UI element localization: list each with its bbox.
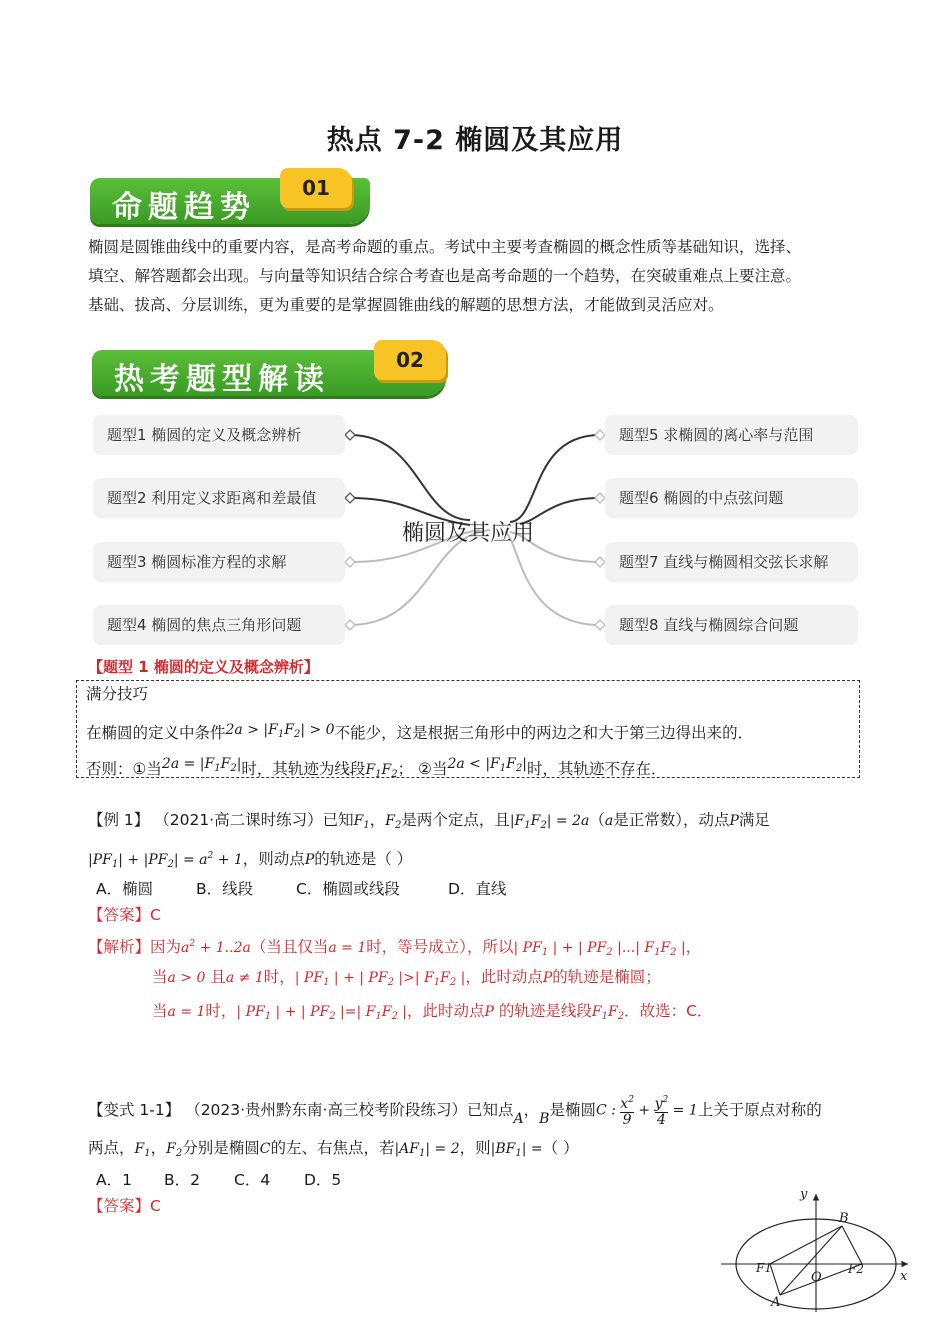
text: 时，	[263, 968, 295, 986]
formula: a = 1	[328, 940, 367, 956]
mindmap-item-type5[interactable]: 题型5 求椭圆的离心率与范围	[605, 415, 858, 455]
mindmap-center: 椭圆及其应用	[402, 521, 535, 546]
mindmap-item-type6[interactable]: 题型6 椭圆的中点弦问题	[605, 478, 858, 518]
option-c[interactable]: C．椭圆或线段	[296, 880, 400, 898]
example-1-analysis-line-1: 【解析】因为$a^2 + 1..2a$（当且仅当a = 1时，等号成立），所以| $PF_1$ | + | $PF_2$ |...| $F_1F_2$ |，	[88, 938, 702, 958]
option-a[interactable]: A．1	[96, 1171, 132, 1189]
tip-line-1	[86, 720, 753, 745]
formula: $F_1$	[353, 813, 370, 831]
text: ，	[369, 811, 386, 829]
example-1-analysis-line-3	[152, 1001, 712, 1027]
page-title: 热点 7-2 椭圆及其应用	[326, 125, 624, 156]
answer-value: C	[150, 906, 161, 924]
text: 在椭圆的定义中条件	[86, 724, 226, 742]
formula: | $PF_1$ | + | $PF_2$ |...| $F_1F_2$ |	[513, 940, 686, 958]
formula: $|F_1F_2| = 2a$	[509, 813, 590, 831]
example-1-line-2	[88, 846, 412, 875]
text: 满足	[738, 811, 770, 829]
text: ，则	[459, 1139, 491, 1157]
text: 是正常数），动点	[613, 811, 730, 829]
example-1-answer	[88, 905, 161, 925]
connector-node-icon	[595, 620, 605, 630]
banner-label: 命题趋势	[112, 190, 256, 225]
intro-line: 椭圆是圆锥曲线中的重要内容，是高考命题的重点。考试中主要考查椭圆的概念性质等基础知识，选择、	[88, 238, 802, 256]
formula: $F_2$	[385, 813, 402, 831]
text: 的轨迹是线段	[493, 1002, 592, 1020]
segment-bf2	[842, 1226, 862, 1264]
example-1-analysis-line-2	[152, 967, 661, 993]
formula: P	[304, 852, 315, 868]
text: 两点，	[88, 1139, 135, 1157]
ellipse-figure	[716, 1184, 916, 1314]
formula: C	[259, 1141, 271, 1157]
banner-label: 热考题型解读	[114, 362, 330, 397]
text: 时，其轨迹不存在．	[526, 760, 667, 778]
option-d[interactable]: D．5	[304, 1171, 342, 1189]
connector-node-icon	[345, 493, 355, 503]
formula: a	[604, 813, 614, 829]
variant-1-line-1	[88, 1093, 822, 1129]
variant-1-answer	[88, 1196, 161, 1216]
intro-line: 填空、解答题都会出现。与向量等知识结合综合考查也是高考命题的一个趋势，在突破重难点上要注意。	[88, 267, 802, 285]
connector-node-icon	[595, 430, 605, 440]
formula: $a^2 + 1..2a$	[181, 939, 251, 956]
text: 因为	[150, 938, 182, 956]
text: 当	[152, 968, 168, 986]
figure-label-x: x	[900, 1269, 908, 1284]
variant-tag: 【变式 1-1】	[88, 1101, 181, 1119]
option-a[interactable]: A．椭圆	[96, 880, 154, 898]
formula: $2a = |F_1F_2|$	[161, 756, 242, 774]
text: 是椭圆	[549, 1101, 596, 1119]
example-tag: 【例 1】	[88, 811, 150, 829]
answer-label: 【答案】	[88, 1197, 151, 1215]
intro-paragraph	[88, 233, 868, 320]
example-1-line-1	[88, 810, 770, 836]
option-c[interactable]: C．4	[234, 1171, 271, 1189]
formula: $F_1$	[134, 1141, 151, 1159]
text: ； ②当	[397, 760, 448, 778]
section-banner-hot-types	[92, 340, 452, 398]
formula: $F_1F_2$	[591, 1004, 625, 1022]
formula: $|PF_1| + |PF_2| = a^2 + 1$	[88, 851, 243, 870]
connector-node-icon	[595, 557, 605, 567]
formula: $2a > |F_1F_2| > 0$	[225, 722, 335, 740]
option-d[interactable]: D．直线	[448, 880, 507, 898]
figure-label-o: O	[811, 1270, 822, 1285]
variant-1-line-2	[88, 1138, 579, 1164]
connector-right-1	[510, 435, 600, 522]
analysis-label: 【解析】	[88, 938, 151, 956]
text: （当且仅当	[250, 938, 329, 956]
text: ，	[523, 1101, 540, 1119]
formula: $F_1F_2$	[365, 762, 398, 780]
mindmap-item-type3[interactable]: 题型3 椭圆标准方程的求解	[93, 542, 345, 582]
formula: a > 0	[167, 970, 206, 986]
mindmap-item-type1[interactable]: 题型1 椭圆的定义及概念辨析	[93, 415, 345, 455]
text: ，则动点	[242, 850, 305, 868]
text: ，	[150, 1139, 167, 1157]
text: 时，等号成立），所以	[366, 938, 514, 956]
mindmap-item-type2[interactable]: 题型2 利用定义求距离和差最值	[93, 478, 345, 518]
formula: C : $\frac{x^2}{9}$ + $\frac{y^2}{4}$ = 1	[595, 1095, 698, 1128]
formula: P	[484, 1004, 494, 1020]
text: 的左、右焦点，若	[270, 1139, 395, 1157]
section-banner-trend	[90, 168, 375, 226]
text: ，此时动点	[407, 1002, 485, 1020]
figure-label-y: y	[800, 1187, 808, 1202]
formula: $|AF_1| = 2$	[394, 1141, 460, 1159]
banner-number: 02	[374, 340, 446, 380]
connector-node-icon	[595, 493, 605, 503]
text: 上关于原点对称的	[697, 1101, 822, 1119]
intro-line: 基础、拔高、分层训练，更为重要的是掌握圆锥曲线的解题的思想方法，才能做到灵活应对。	[88, 296, 724, 314]
formula: $F_2$	[166, 1141, 183, 1159]
formula: | $PF_1$ | + | $PF_2$ |>| $F_1F_2$ |	[294, 970, 466, 988]
figure-label-b: B	[839, 1211, 849, 1226]
tip-title: 满分技巧	[86, 685, 149, 703]
figure-label-f2: F2	[848, 1262, 864, 1276]
text: （ ）	[542, 1139, 579, 1157]
text: 的轨迹是椭圆；	[552, 968, 661, 986]
formula: a = 1	[167, 1004, 206, 1020]
connector-node-icon	[345, 557, 355, 567]
option-b[interactable]: B．线段	[196, 880, 254, 898]
text: 时，其轨迹为线段	[241, 760, 366, 778]
answer-value: C	[150, 1197, 161, 1215]
text: ．故选：C．	[624, 1002, 713, 1020]
connector-node-icon	[345, 430, 355, 440]
text: （2023·贵州黔东南·高三校考阶段练习）已知点	[185, 1101, 514, 1119]
formula: $2a < |F_1F_2|$	[447, 756, 527, 774]
tip-line-2	[86, 754, 666, 785]
mindmap-item-type4[interactable]: 题型4 椭圆的焦点三角形问题	[93, 605, 345, 645]
text: ，此时动点	[465, 968, 543, 986]
text: （2021·高二课时练习）已知	[154, 811, 354, 829]
figure-label-a: A	[771, 1295, 781, 1310]
formula: B	[539, 1111, 550, 1127]
formula: a ≠ 1	[225, 970, 264, 986]
text: 当	[152, 1002, 168, 1020]
text: 且	[210, 968, 226, 986]
text: 不能少，这是根据三角形中的两边之和大于第三边得出来的．	[334, 724, 754, 742]
section-heading: 【题型 1 椭圆的定义及概念辨析】	[88, 658, 319, 676]
text: （	[589, 811, 605, 829]
banner-number: 01	[280, 168, 352, 208]
mindmap-item-type7[interactable]: 题型7 直线与椭圆相交弦长求解	[605, 542, 858, 582]
mindmap-item-type8[interactable]: 题型8 直线与椭圆综合问题	[605, 605, 858, 645]
formula: P	[542, 970, 553, 986]
text: 的轨迹是（ ）	[314, 850, 413, 868]
formula: P	[729, 813, 739, 829]
formula: $|BF_1|$ =	[490, 1141, 543, 1159]
figure-label-f1: F1	[756, 1261, 772, 1275]
text: 是两个定点，且	[401, 811, 510, 829]
formula: | $PF_1$ | + | $PF_2$ |=| $F_1F_2$ |	[236, 1004, 408, 1022]
text: 否则：①当	[86, 760, 162, 778]
option-b[interactable]: B．2	[164, 1171, 200, 1189]
answer-label: 【答案】	[88, 906, 151, 924]
formula: A	[513, 1111, 524, 1127]
connector-node-icon	[345, 620, 355, 630]
text: 时，	[205, 1002, 237, 1020]
segment-f1b	[770, 1226, 842, 1264]
text: 分别是椭圆	[182, 1139, 260, 1157]
